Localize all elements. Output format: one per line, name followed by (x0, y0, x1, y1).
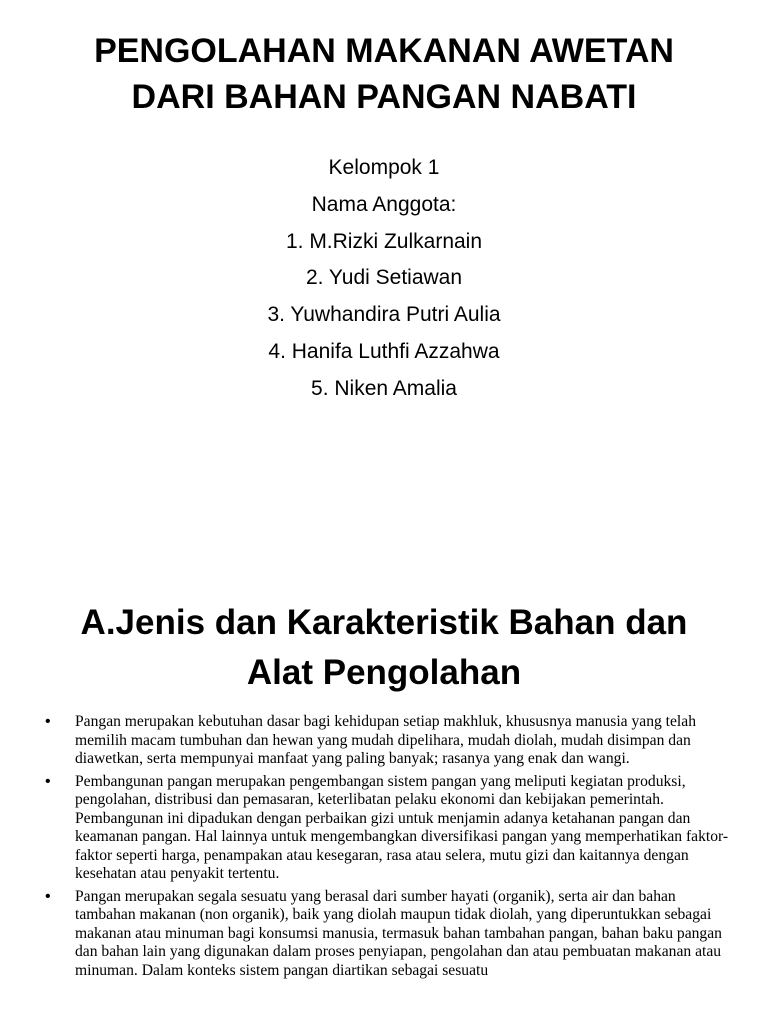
bullet-list (0, 713, 768, 984)
list-item (0, 713, 768, 769)
member-item: 5. Niken Amalia (311, 376, 457, 400)
heading-line-2: Alat Pengolahan (246, 653, 522, 692)
bullet-dot: • (45, 772, 51, 790)
section-heading (0, 598, 768, 698)
group-label: Kelompok 1 (328, 156, 440, 179)
slide-content (0, 576, 768, 1024)
bullet-text: Pembangunan pangan merupakan pengembangan sistem pangan yang meliputi kegiatan produksi, pengolahan, distribusi dan pemasaran, keterlibatan pelaku ekonomi dan kebijakan pemerintah. Pembangunan ini dipadukan dengan perbaikan gizi untuk menjamin adanya ketahanan pangan dan keamanan pangan. Hal lainnya untuk mengembangkan diversifikasi pangan yang memperhatikan faktor-faktor seperti harga, penampakan atau kesegaran, rasa atau selera, mutu gizi dan kaitannya dengan kesehatan atau penyakit tertentu. (75, 772, 729, 882)
heading-line-1: A.Jenis dan Karakteristik Bahan dan (80, 603, 688, 642)
bullet-dot: • (45, 713, 51, 730)
slide-title-heading (0, 28, 768, 120)
title-line-2: DARI BAHAN PANGAN NABATI (131, 78, 637, 116)
member-list (0, 150, 768, 408)
member-item: 3. Yuwhandira Putri Aulia (267, 303, 501, 327)
member-item: 2. Yudi Setiawan (305, 266, 463, 290)
bullet-dot: • (45, 887, 51, 905)
title-line-1: PENGOLAHAN MAKANAN AWETAN (94, 32, 674, 70)
members-label: Nama Anggota: (311, 192, 457, 216)
bullet-text: Pangan merupakan kebutuhan dasar bagi kehidupan setiap makhluk, khususnya manusia yang telah memilih macam tumbuhan dan hewan yang mudah dipelihara, mudah diolah, mudah disimpan dan diawetkan, serta mempunyai manfaat yang paling banyak; rasanya yang enak dan wangi. (75, 713, 696, 767)
bullet-text: Pangan merupakan segala sesuatu yang berasal dari sumber hayati (organik), serta air dan bahan tambahan makanan (non organik), baik yang diolah maupun tidak diolah, yang diperuntukkan sebagai makanan atau minuman bagi konsumsi manusia, termasuk bahan tambahan pangan, bahan baku pangan dan bahan lain yang digunakan dalam proses penyiapan, pengolahan dan atau pembuatan makanan atau minuman. Dalam konteks sistem pangan diartikan sebagai sesuatu (75, 887, 722, 979)
list-item (0, 773, 768, 884)
list-item (0, 888, 768, 981)
member-item: 4. Hanifa Luthfi Azzahwa (268, 339, 500, 363)
member-item: 1. M.Rizki Zulkarnain (285, 229, 483, 253)
